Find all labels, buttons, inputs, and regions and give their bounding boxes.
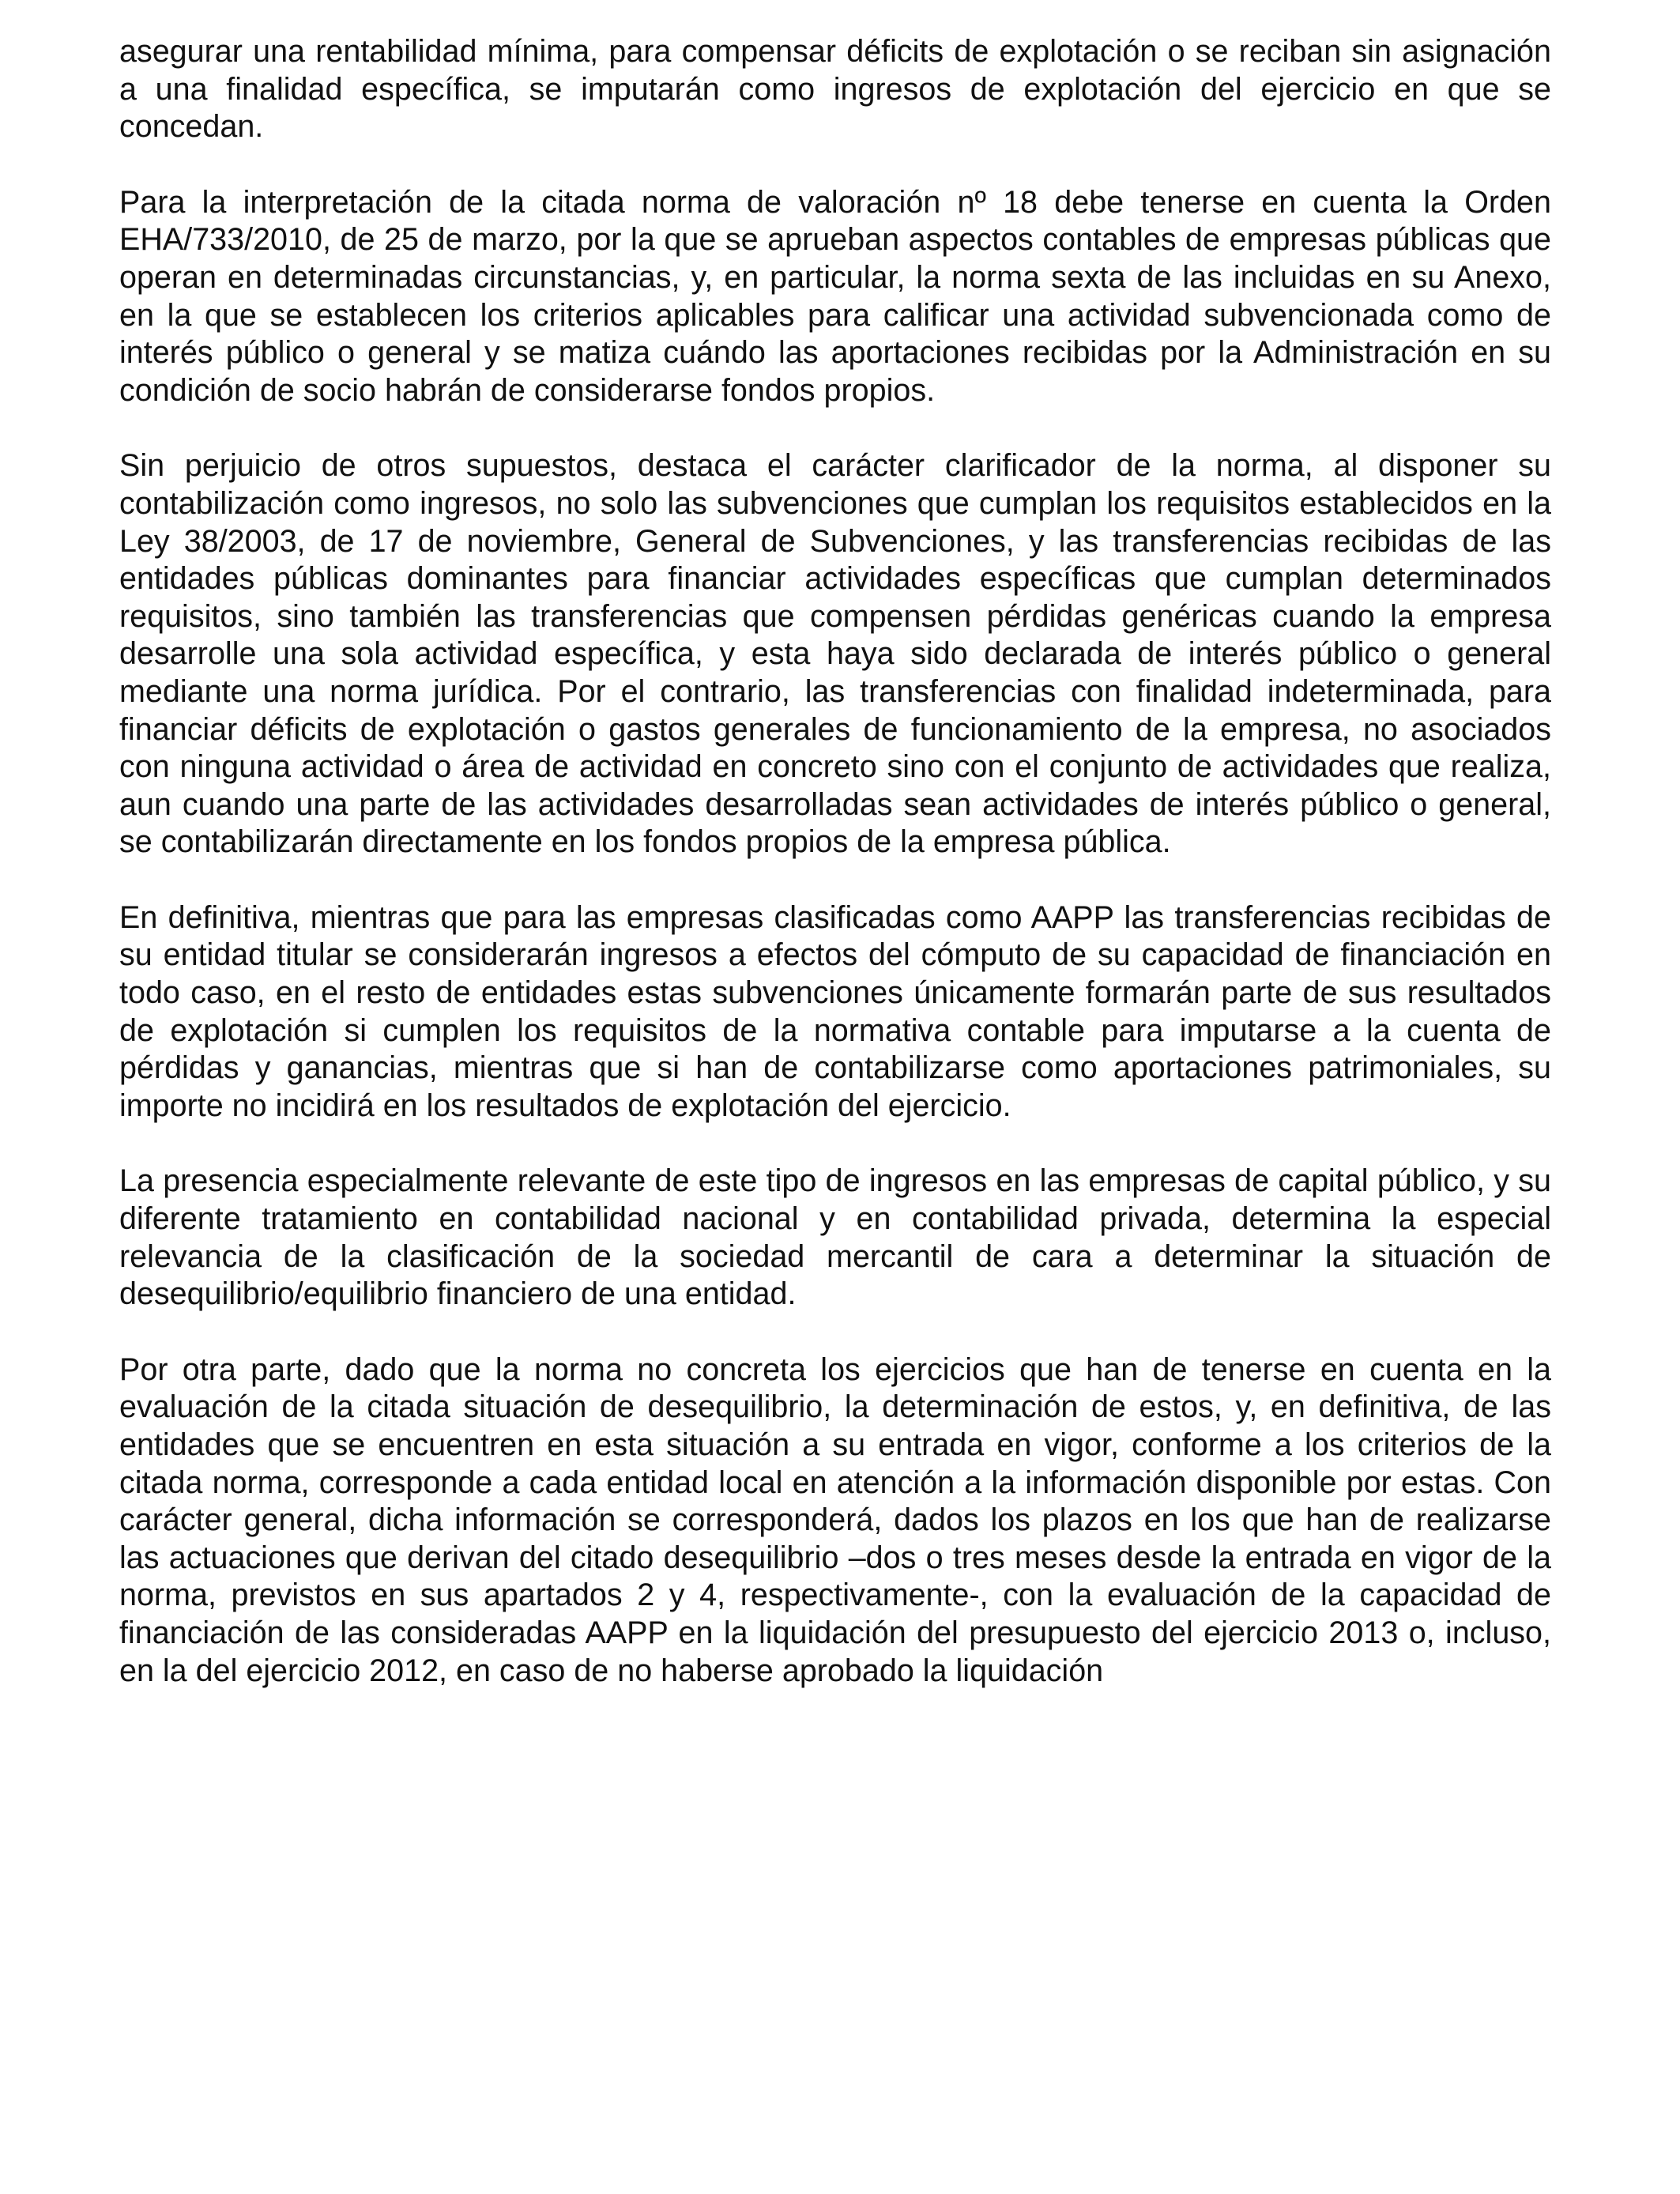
paragraph-2: Para la interpretación de la citada norma de valoración nº 18 debe tenerse en cuenta la Orden EHA/733/2010, de 25 de marzo, por la que se aprueban aspectos contables de empresas públicas que operan en determinadas circunstancias, y, en particular, la norma sexta de las incluidas en su Anexo, en la que se establecen los criterios aplicables para calificar una actividad subvencionada como de interés público o general y se matiza cuándo las aportaciones recibidas por la Administración en su condición de socio habrán de considerarse fondos propios.: [119, 184, 1551, 408]
paragraph-1: asegurar una rentabilidad mínima, para compensar déficits de explotación o se reciban sin asignación a una finalidad específica, se imputarán como ingresos de explotación del ejercicio en que se concedan.: [119, 34, 1551, 145]
paragraph-6: Por otra parte, dado que la norma no concreta los ejercicios que han de tenerse en cuenta en la evaluación de la citada situación de desequilibrio, la determinación de estos, y, en definitiva, de las entidades que se encuentren en esta situación a su entrada en vigor, conforme a los criterios de la citada norma, corresponde a cada entidad local en atención a la información disponible por estas. Con carácter general, dicha información se corresponderá, dados los plazos en los que han de realizarse las actuaciones que derivan del citado desequilibrio –dos o tres meses desde la entrada en vigor de la norma, previstos en sus apartados 2 y 4, respectivamente-, con la evaluación de la capacidad de financiación de las consideradas AAPP en la liquidación del presupuesto del ejercicio 2013 o, incluso, en la del ejercicio 2012, en caso de no haberse aprobado la liquidación: [119, 1351, 1551, 1688]
paragraph-5: La presencia especialmente relevante de este tipo de ingresos en las empresas de capital público, y su diferente tratamiento en contabilidad nacional y en contabilidad privada, determina la especial relevancia de la clasificación de la sociedad mercantil de cara a determinar la situación de desequilibrio/equilibrio financiero de una entidad.: [119, 1163, 1551, 1312]
document-body: [119, 33, 1551, 1690]
paragraph-4: En definitiva, mientras que para las empresas clasificadas como AAPP las transferencias recibidas de su entidad titular se considerarán ingresos a efectos del cómputo de su capacidad de financiación en todo caso, en el resto de entidades estas subvenciones únicamente formarán parte de sus resultados de explotación si cumplen los requisitos de la normativa contable para imputarse a la cuenta de pérdidas y ganancias, mientras que si han de contabilizarse como aportaciones patrimoniales, su importe no incidirá en los resultados de explotación del ejercicio.: [119, 899, 1551, 1123]
paragraph-3: Sin perjuicio de otros supuestos, destaca el carácter clarificador de la norma, al disponer su contabilización como ingresos, no solo las subvenciones que cumplan los requisitos establecidos en la Ley 38/2003, de 17 de noviembre, General de Subvenciones, y las transferencias recibidas de las entidades públicas dominantes para financiar actividades específicas que cumplan determinados requisitos, sino también las transferencias que compensen pérdidas genéricas cuando la empresa desarrolle una sola actividad específica, y esta haya sido declarada de interés público o general mediante una norma jurídica. Por el contrario, las transferencias con finalidad indeterminada, para financiar déficits de explotación o gastos generales de funcionamiento de la empresa, no asociados con ninguna actividad o área de actividad en concreto sino con el conjunto de actividades que realiza, aun cuando una parte de las actividades desarrolladas sean actividades de interés público o general, se contabilizarán directamente en los fondos propios de la empresa pública.: [119, 448, 1551, 860]
